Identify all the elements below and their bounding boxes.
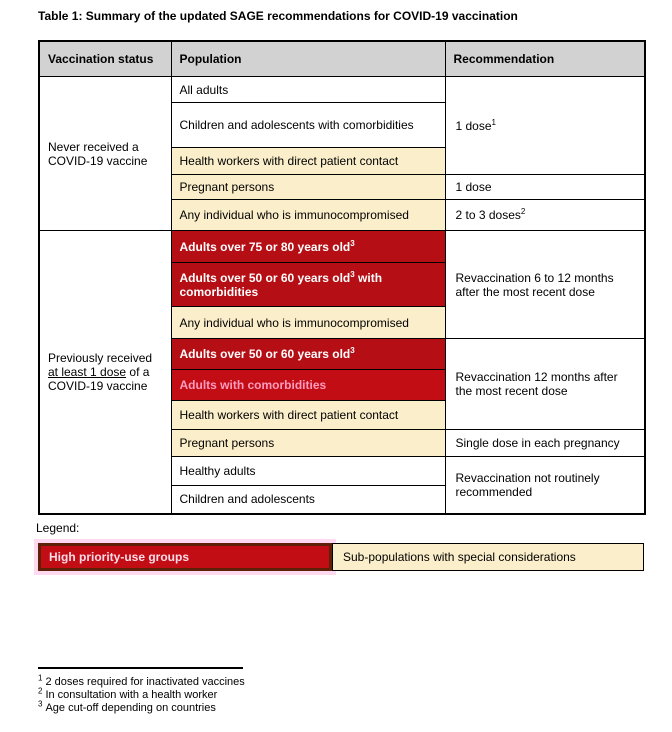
legend-label: Legend: — [36, 521, 80, 535]
recommendation-cell: 2 to 3 doses$^2$ — [445, 200, 645, 231]
status-text: Previously received — [48, 350, 153, 365]
legend — [38, 543, 644, 571]
population-cell: Children and adolescents with comorbidities — [171, 103, 445, 148]
population-cell: All adults — [171, 77, 445, 103]
footnote-1: $^1$ 2 doses required for inactivated vaccines — [38, 673, 245, 688]
status-cell-previously-received — [39, 231, 171, 514]
population-cell-high-priority: Adults over 50 or 60 years old$^3$ with comorbidities — [171, 263, 445, 307]
footnote-divider — [38, 667, 243, 669]
population-cell: Pregnant persons — [171, 175, 445, 200]
legend-special-swatch: Sub-populations with special considerations — [332, 543, 644, 571]
population-cell-high-priority: Adults over 50 or 60 years old$^3$ — [171, 339, 445, 370]
recommendation-cell: Revaccination not routinely recommended — [445, 457, 645, 514]
col-header-population: Population — [171, 41, 445, 77]
population-cell: Health workers with direct patient contact — [171, 148, 445, 175]
population-cell: Healthy adults — [171, 457, 445, 486]
sage-recommendations-table — [38, 40, 646, 515]
status-underline-text: at least 1 dose — [48, 364, 127, 379]
legend-high-priority-swatch: High priority-use groups — [38, 543, 332, 571]
footnote-3: $^3$ Age cut-off depending on countries — [38, 699, 216, 714]
population-cell: Pregnant persons — [171, 430, 445, 457]
header-row — [39, 41, 645, 77]
recommendation-cell: Revaccination 12 months after the most recent dose — [445, 339, 645, 430]
status-cell-never-received — [39, 77, 171, 231]
population-cell: Any individual who is immunocompromised — [171, 200, 445, 231]
table-row — [39, 77, 645, 103]
col-header-recommendation: Recommendation — [445, 41, 645, 77]
population-cell: Any individual who is immunocompromised — [171, 307, 445, 339]
recommendation-cell: 1 dose$^1$ — [445, 77, 645, 175]
col-header-vaccination-status: Vaccination status — [39, 41, 171, 77]
population-cell: Children and adolescents — [171, 486, 445, 514]
status-text: Never received a COVID-19 vaccine — [48, 139, 148, 168]
footnotes — [38, 673, 245, 715]
recommendation-cell: Revaccination 6 to 12 months after the most recent dose — [445, 231, 645, 339]
recommendation-cell: Single dose in each pregnancy — [445, 430, 645, 457]
population-cell: Health workers with direct patient contact — [171, 401, 445, 430]
footnote-2: $^2$ In consultation with a health worker — [38, 686, 218, 701]
status-text-post: of a COVID-19 vaccine — [48, 364, 150, 393]
table-title: Table 1: Summary of the updated SAGE recommendations for COVID-19 vaccination — [38, 9, 518, 23]
table-row — [39, 231, 645, 263]
population-cell-high-priority: Adults over 75 or 80 years old$^3$ — [171, 231, 445, 263]
population-cell-highlighted: Adults with comorbidities — [171, 370, 445, 401]
recommendation-cell: 1 dose — [445, 175, 645, 200]
